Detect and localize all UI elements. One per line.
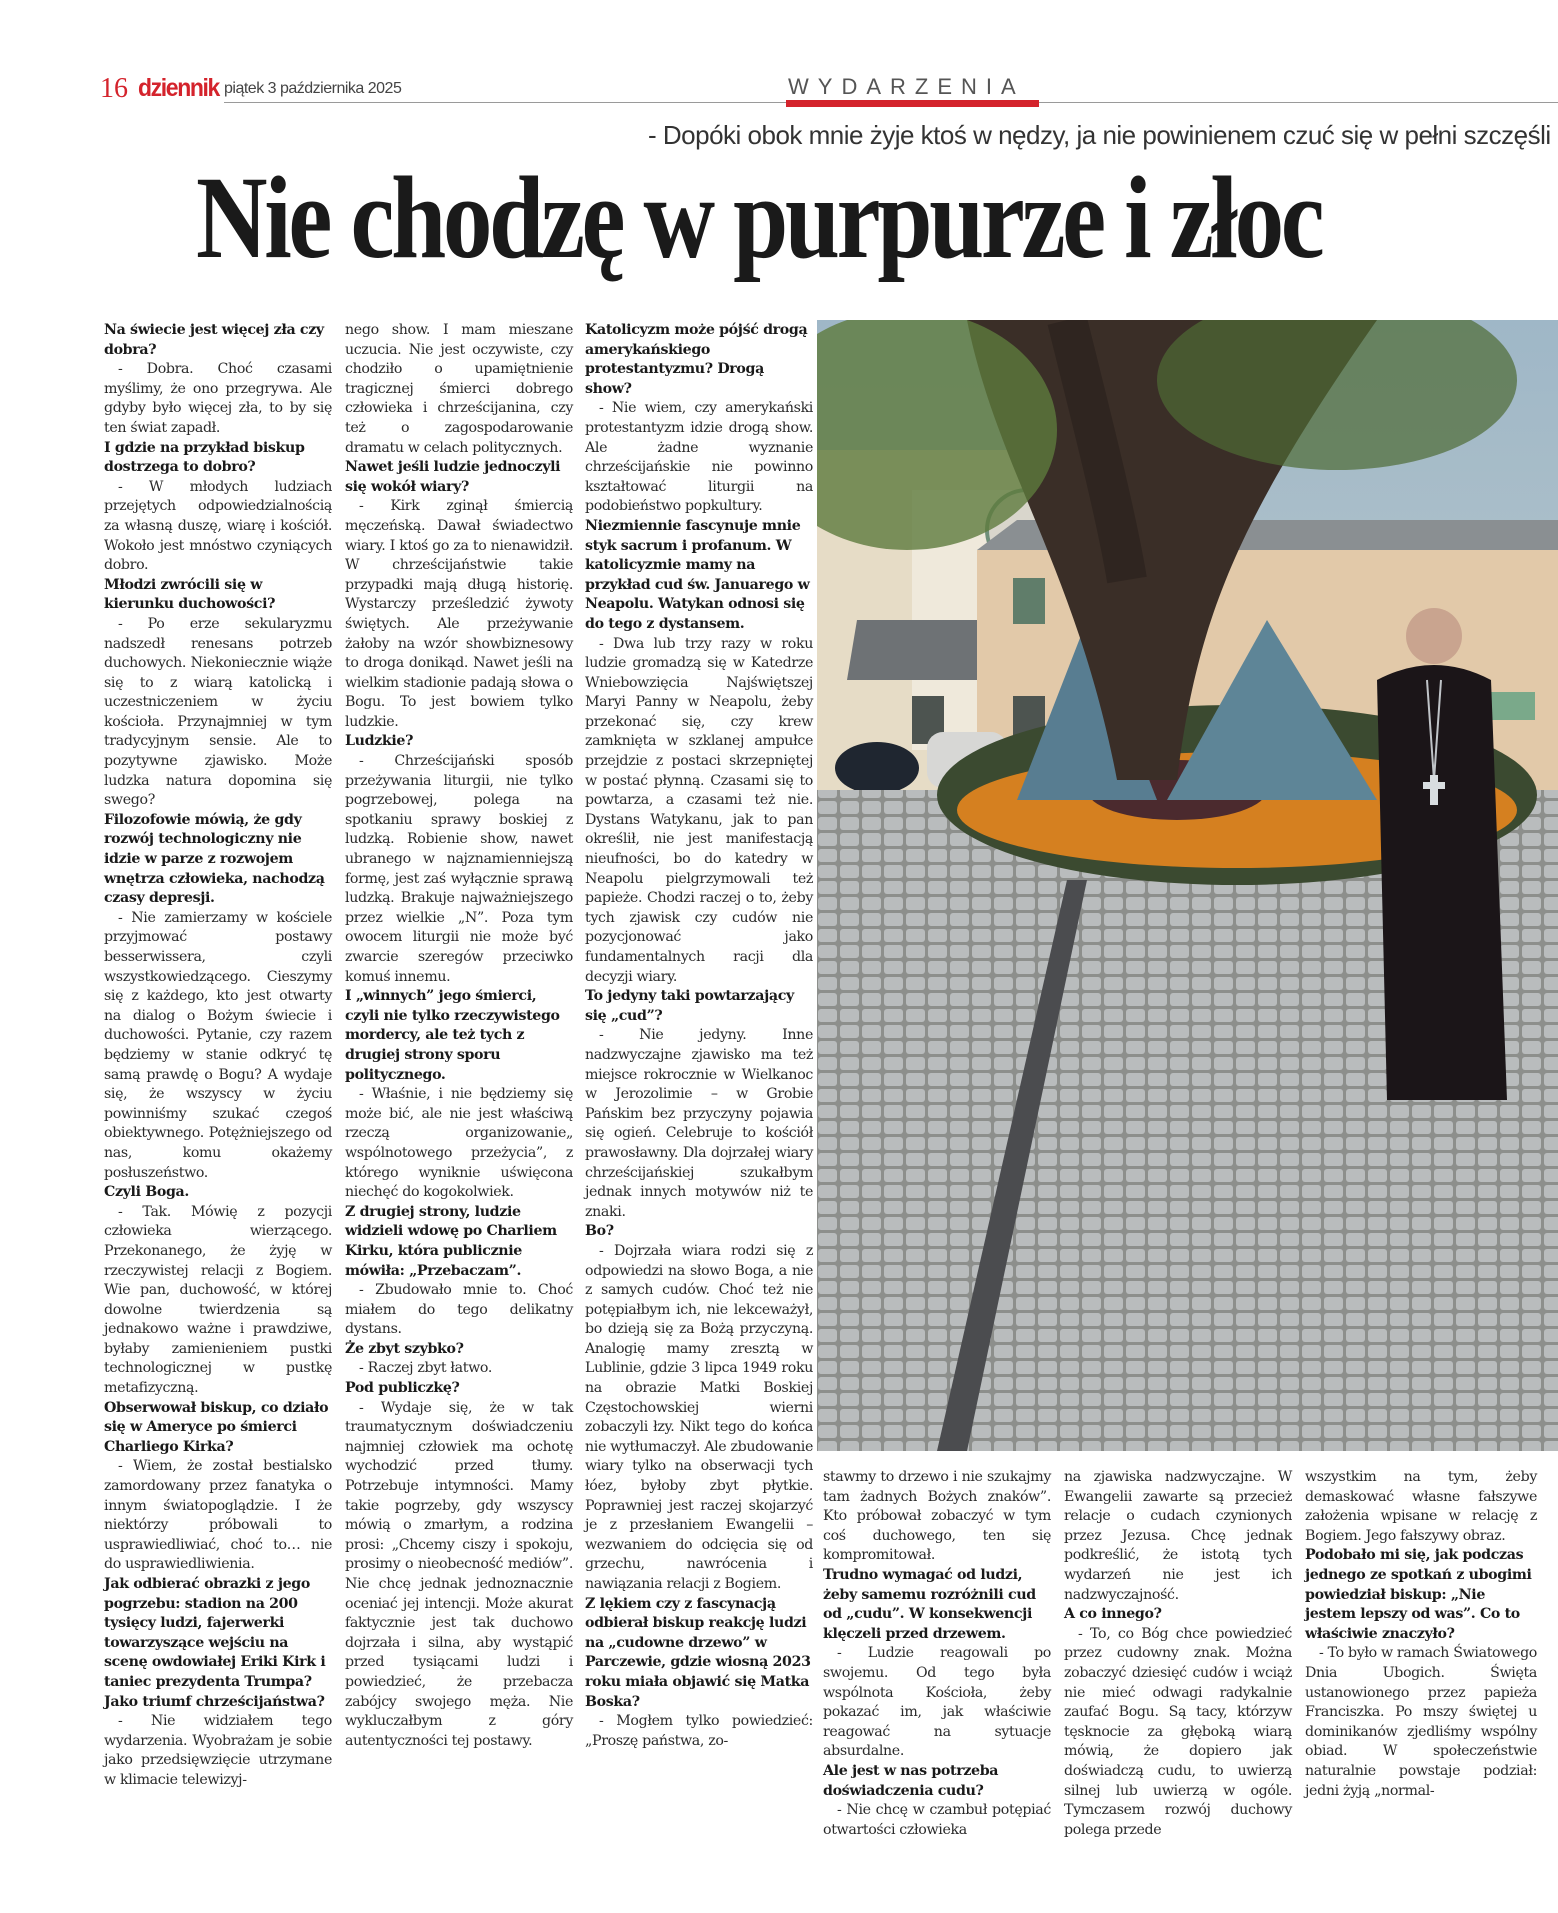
interview-question: Młodzi zwrócili się w kierunku duchowości? [104,576,276,613]
interview-answer: - Chrześcijański sposób przeżywania liturgii, nie tylko pogrzebowej, polega na spotkaniu sprawy boskiej z ludzką. Robienie show, nawet ubranego w najznamienniejszą formę, jest zaś wyłącznie sprawą ludzką. Brakuje najważniejszego przez wielkie „N”. Poza tym owocem liturgii nie może być zwarcie szeregów przeciwko komuś innemu. [345,753,573,985]
interview-question: Jak odbierać obrazki z jego pogrzebu: stadion na 200 tysięcy ludzi, fajerwerki towarzyszące wejściu na scenę owdowiałej Eriki Kirk i taniec prezydenta Trumpa? Jako triumf chrześcijaństwa? [104,1576,326,1710]
interview-answer: - To, co Bóg chce powiedzieć przez cudowny znak. Można zobaczyć dziesięć cudów i wciąż nie mieć odwagi radykalnie zaufać Bogu. Są tacy, którzyw tęsknocie za głęboką wiarą mówią, że dopiero jak doświadczą cudu, to uwierzą silnej lub uwierzą w ogóle. Tymczasem rozwój duchowy polega przede [1064,1625,1292,1838]
interview-question: Bo? [585,1223,614,1240]
interview-answer: - Tak. Mówię z pozycji człowieka wierzącego. Przekonanego, że żyję w rzeczywistej relacji z Bogiem. Wie pan, duchowość, w której dowolne twierdzenia są jednakowo ważne i prawdziwe, byłaby zamienieniem pustki technologicznej w pustkę metafizyczną. [104,1203,332,1397]
interview-answer: stawmy to drzewo i nie szukajmy tam żadnych Bożych znaków”. Kto próbował zobaczyć w tym coś duchowego, ten się kompromitował. [823,1469,1051,1564]
interview-answer: - Dojrzała wiara rodzi się z odpowiedzi na słowo Boga, a nie z samych cudów. Choć też nie potępiałbym ich, nie lekceważył, bo dzieją się za Bożą przyczyną. Analogię mamy zresztą w Lublinie, gdzie 3 lipca 1949 roku na obrazie Matki Boskiej Częstochowskiej wierni zobaczyli łzy. Nikt tego do końca nie wytłumaczył. Ale zbudowanie wiary tylko na obserwacji tych łóez, byłoby zbyt płytkie. Poprawniej jest raczej skojarzyć je z przesłaniem Ewangelii – wezwaniem do odcięcia się od grzechu, nawrócenia i nawiązania relacji z Bogiem. [585,1242,813,1592]
interview-answer: - Mogłem tylko powiedzieć: „Proszę państwa, zo- [585,1713,813,1749]
interview-question: I gdzie na przykład biskup dostrzega to dobro? [104,439,305,476]
interview-answer: - Wydaje się, że w tak traumatycznym doświadczeniu najmniej człowiek ma ochotę wychodzić przed tłumy. Potrzebuje intymności. Mamy takie pogrzeby, gdy wszyscy mówią o zmarłym, a rodzina prosi: „Chcemy ciszy i spokoju, prosimy o nieobecność mediów”. Nie chcę jednak jednoznacznie oceniać jej intencji. Może akurat faktycznie jest tak duchowo dojrzała i silna, aby wystąpić przed tysiącami ludzi i powiedzieć, że przebacza zabójcy swojego męża. Nie wykluczałbym z góry autentyczności tej postawy. [345,1399,573,1749]
interview-question: Z drugiej strony, ludzie widzieli wdowę po Charliem Kirku, która publicznie mówiła: „Przebaczam”. [345,1203,557,1279]
interview-question: Niezmiennie fascynuje mnie styk sacrum i profanum. W katolicyzmie mamy na przykład cud św. Januarego w Neapolu. Watykan odnosi się do tego z dystansem. [585,517,810,632]
interview-question: Trudno wymagać od ludzi, żeby samemu rozróżnili cud od „cudu”. W konsekwencji klęczeli przed drzewem. [823,1566,1036,1642]
interview-answer: na zjawiska nadzwyczajne. W Ewangelii zawarte są przecież relacje o cudach czynionych przez Jezusa. Chcę jednak podkreślić, że istotą tych wydarzeń nie jest ich nadzwyczajność. [1064,1469,1292,1603]
dziennik-logo: dziennik [138,74,219,102]
article-column-3 [585,321,813,1751]
interview-answer: - Wiem, że został bestialsko zamordowany przez fanatyka o innym światopoglądzie. I że niektórzy próbowali to usprawiedliwiać, choć to… nie do usprawiedliwienia. [104,1458,332,1573]
interview-answer: - W młodych ludziach przejętych odpowiedzialnością za własną duszę, wiarę i kościół. Wokoło jest mnóstwo czyniących dobro. [104,478,332,574]
interview-question: Na świecie jest więcej zła czy dobra? [104,322,324,358]
interview-answer: - Nie wiem, czy amerykański protestantyzm idzie drogą show. Ale żadne wyznanie chrześcijańskie nie powinno kształtować liturgii na podobieństwo popkultury. [585,400,813,515]
interview-answer: - Właśnie, i nie będziemy się może bić, ale nie jest właściwą rzeczą organizowanie„ wspólnotowego przeżycia”, z którego wyniknie uświęcona niechęć do kogokolwiek. [345,1086,573,1201]
issue-date: piątek 3 października 2025 [224,80,402,97]
section-accent-bar [786,100,1039,107]
interview-answer: - Nie jedyny. Inne nadzwyczajne zjawisko ma też miejsce rokrocznie w Wielkanoc w Jerozolimie – w Grobie Pańskim bez przyczyny pojawia się ogień. Celebruje to kościół prawosławny. Dla dojrzałej wiary chrześcijańskiej szukałbym jednak innych motywów niż te znaki. [585,1027,813,1220]
article-column-5 [1064,1468,1292,1840]
interview-answer: - Dwa lub trzy razy w roku ludzie gromadzą się w Katedrze Wniebowzięcia Najświętszej Maryi Panny w Neapolu, żeby przekonać się, czy krew zamknięta w szklanej ampułce przejdzie z postaci skrzepniętej w postać płynną. Czasami się to powtarza, a czasami też nie. Dystans Watykanu, jak to pan określił, nie jest manifestacją nieufności, bo do katedry w Neapolu pielgrzymowali też papieże. Chodzi raczej o to, żeby tych zjawisk czy cudów nie pozycjonować jako fundamentalnych racji dla decyzji wiary. [585,635,813,985]
page-header [100,74,1558,104]
article-headline: Nie chodzę w purpurze i złoc [196,152,1322,283]
interview-answer: wszystkim na tym, żeby demaskować własne fałszywe założenia wpisane w relację z Bogiem. Jego fałszywy obraz. [1305,1469,1537,1544]
interview-question: Nawet jeśli ludzie jednoczyli się wokół wiary? [345,459,561,495]
photo-bishop-courtyard-illustration [817,320,1558,1451]
interview-question: A co innego? [1064,1606,1162,1623]
article-photo [817,320,1558,1451]
interview-question: Z lękiem czy z fascynacją odbierał biskup reakcję ludzi na „cudowne drzewo” w Parczewie, gdzie wiosną 2023 roku miała objawić się Matka Boska? [585,1595,811,1710]
interview-answer: - Nie widziałem tego wydarzenia. Wyobrażam je sobie jako przedsięwzięcie utrzymane w klimacie telewizyj- [104,1713,332,1788]
interview-question: Obserwował biskup, co działo się w Ameryce po śmierci Charliego Kirka? [104,1399,329,1455]
interview-answer: - Kirk zginął śmiercią męczeńską. Dawał świadectwo wiary. I ktoś go za to nienawidził. W chrześcijaństwie takie przypadki mają długą historię. Wystarczy prześledzić żywoty świętych. Ale przeżywanie żałoby na wzór showbiznesowy to droga donikąd. Nawet jeśli na wielkim stadionie padają słowa o Bogu. To jest bowiem tylko ludzkie. [345,498,573,730]
article-column-6 [1305,1468,1537,1801]
interview-answer: - Nie zamierzamy w kościele przyjmować postawy besserwissera, czyli wszystkowiedzącego. Cieszymy się z każdego, kto jest otwarty na dialog o Bożym świecie i duchowości. Pytanie, czy razem będziemy w stanie odkryć tę samą prawdę o Bogu? A wydaje się, że wszyscy w życiu powinniśmy szukać czegoś obiektywnego. Potężniejszego od nas, komu okażemy posłuszeństwo. [104,909,332,1181]
interview-answer: - Dobra. Choć czasami myślimy, że ono przegrywa. Ale gdyby było więcej zła, to by się ten świat zapadł. [104,361,332,436]
interview-question: I „winnych” jego śmierci, czyli nie tylko rzeczywistego mordercy, ale też tych z drugiej strony sporu politycznego. [345,988,560,1083]
interview-question: Podobało mi się, jak podczas jednego ze spotkań z ubogimi powiedział biskup: „Nie jestem lepszy od was”. Co to właściwie znaczyło? [1305,1547,1532,1642]
interview-answer: - To było w ramach Światowego Dnia Ubogich. Święta ustanowionego przez papieża Franciszka. Po mszy świętej u dominikanów zjedliśmy wspólny obiad. W społeczeństwie naturalnie powstaje podział: jedni żyją „normal- [1305,1645,1537,1799]
interview-answer: - Ludzie reagowali po swojemu. Od tego była wspólnota Kościoła, żeby pokazać im, jak właściwie reagować na sytuacje absurdalne. [823,1645,1051,1760]
interview-question: Katolicyzm może pójść drogą amerykańskiego protestantyzmu? Drogą show? [585,322,808,397]
article-column-2 [345,321,573,1751]
interview-answer: - Raczej zbyt łatwo. [359,1360,492,1377]
interview-question: Ludzkie? [345,733,414,750]
interview-answer: nego show. I mam mieszane uczucia. Nie jest oczywiste, czy chodziło o upamiętnienie tragicznej śmierci dobrego człowieka i chrześcijanina, czy też o zagospodarowanie dramatu w celach politycznych. [345,322,573,456]
section-label: WYDARZENIA [788,74,1025,99]
interview-question: Filozofowie mówią, że gdy rozwój technologiczny nie idzie w parze z rozwojem wnętrza człowieka, nachodzą czasy depresji. [104,811,325,907]
interview-answer: - Nie chcę w czambuł potępiać otwartości człowieka [823,1802,1051,1838]
article-column-4 [823,1468,1051,1840]
interview-question: Pod publiczkę? [345,1380,460,1397]
interview-question: Że zbyt szybko? [345,1340,464,1357]
interview-answer: - Po erze sekularyzmu nadszedł renesans potrzeb duchowych. Niekoniecznie wiąże się to z wiarą katolicką i uczestniczeniem w życiu kościoła. Przynajmniej w tym tradycyjnym sensie. Ale to pozytywne zjawisko. Może ludzka natura dopomina się swego? [104,615,332,809]
interview-question: Czyli Boga. [104,1184,189,1201]
interview-question: To jedyny taki powtarzający się „cud”? [585,988,794,1024]
interview-question: Ale jest w nas potrzeba doświadczenia cudu? [823,1762,999,1799]
page-number: 16 [100,73,128,104]
article-column-1 [104,321,332,1791]
interview-answer: - Zbudowało mnie to. Choć miałem do tego delikatny dystans. [345,1282,573,1338]
article-kicker: - Dopóki obok mnie żyje ktoś w nędzy, ja nie powinienem czuć się w pełni szczęśli [648,120,1551,150]
